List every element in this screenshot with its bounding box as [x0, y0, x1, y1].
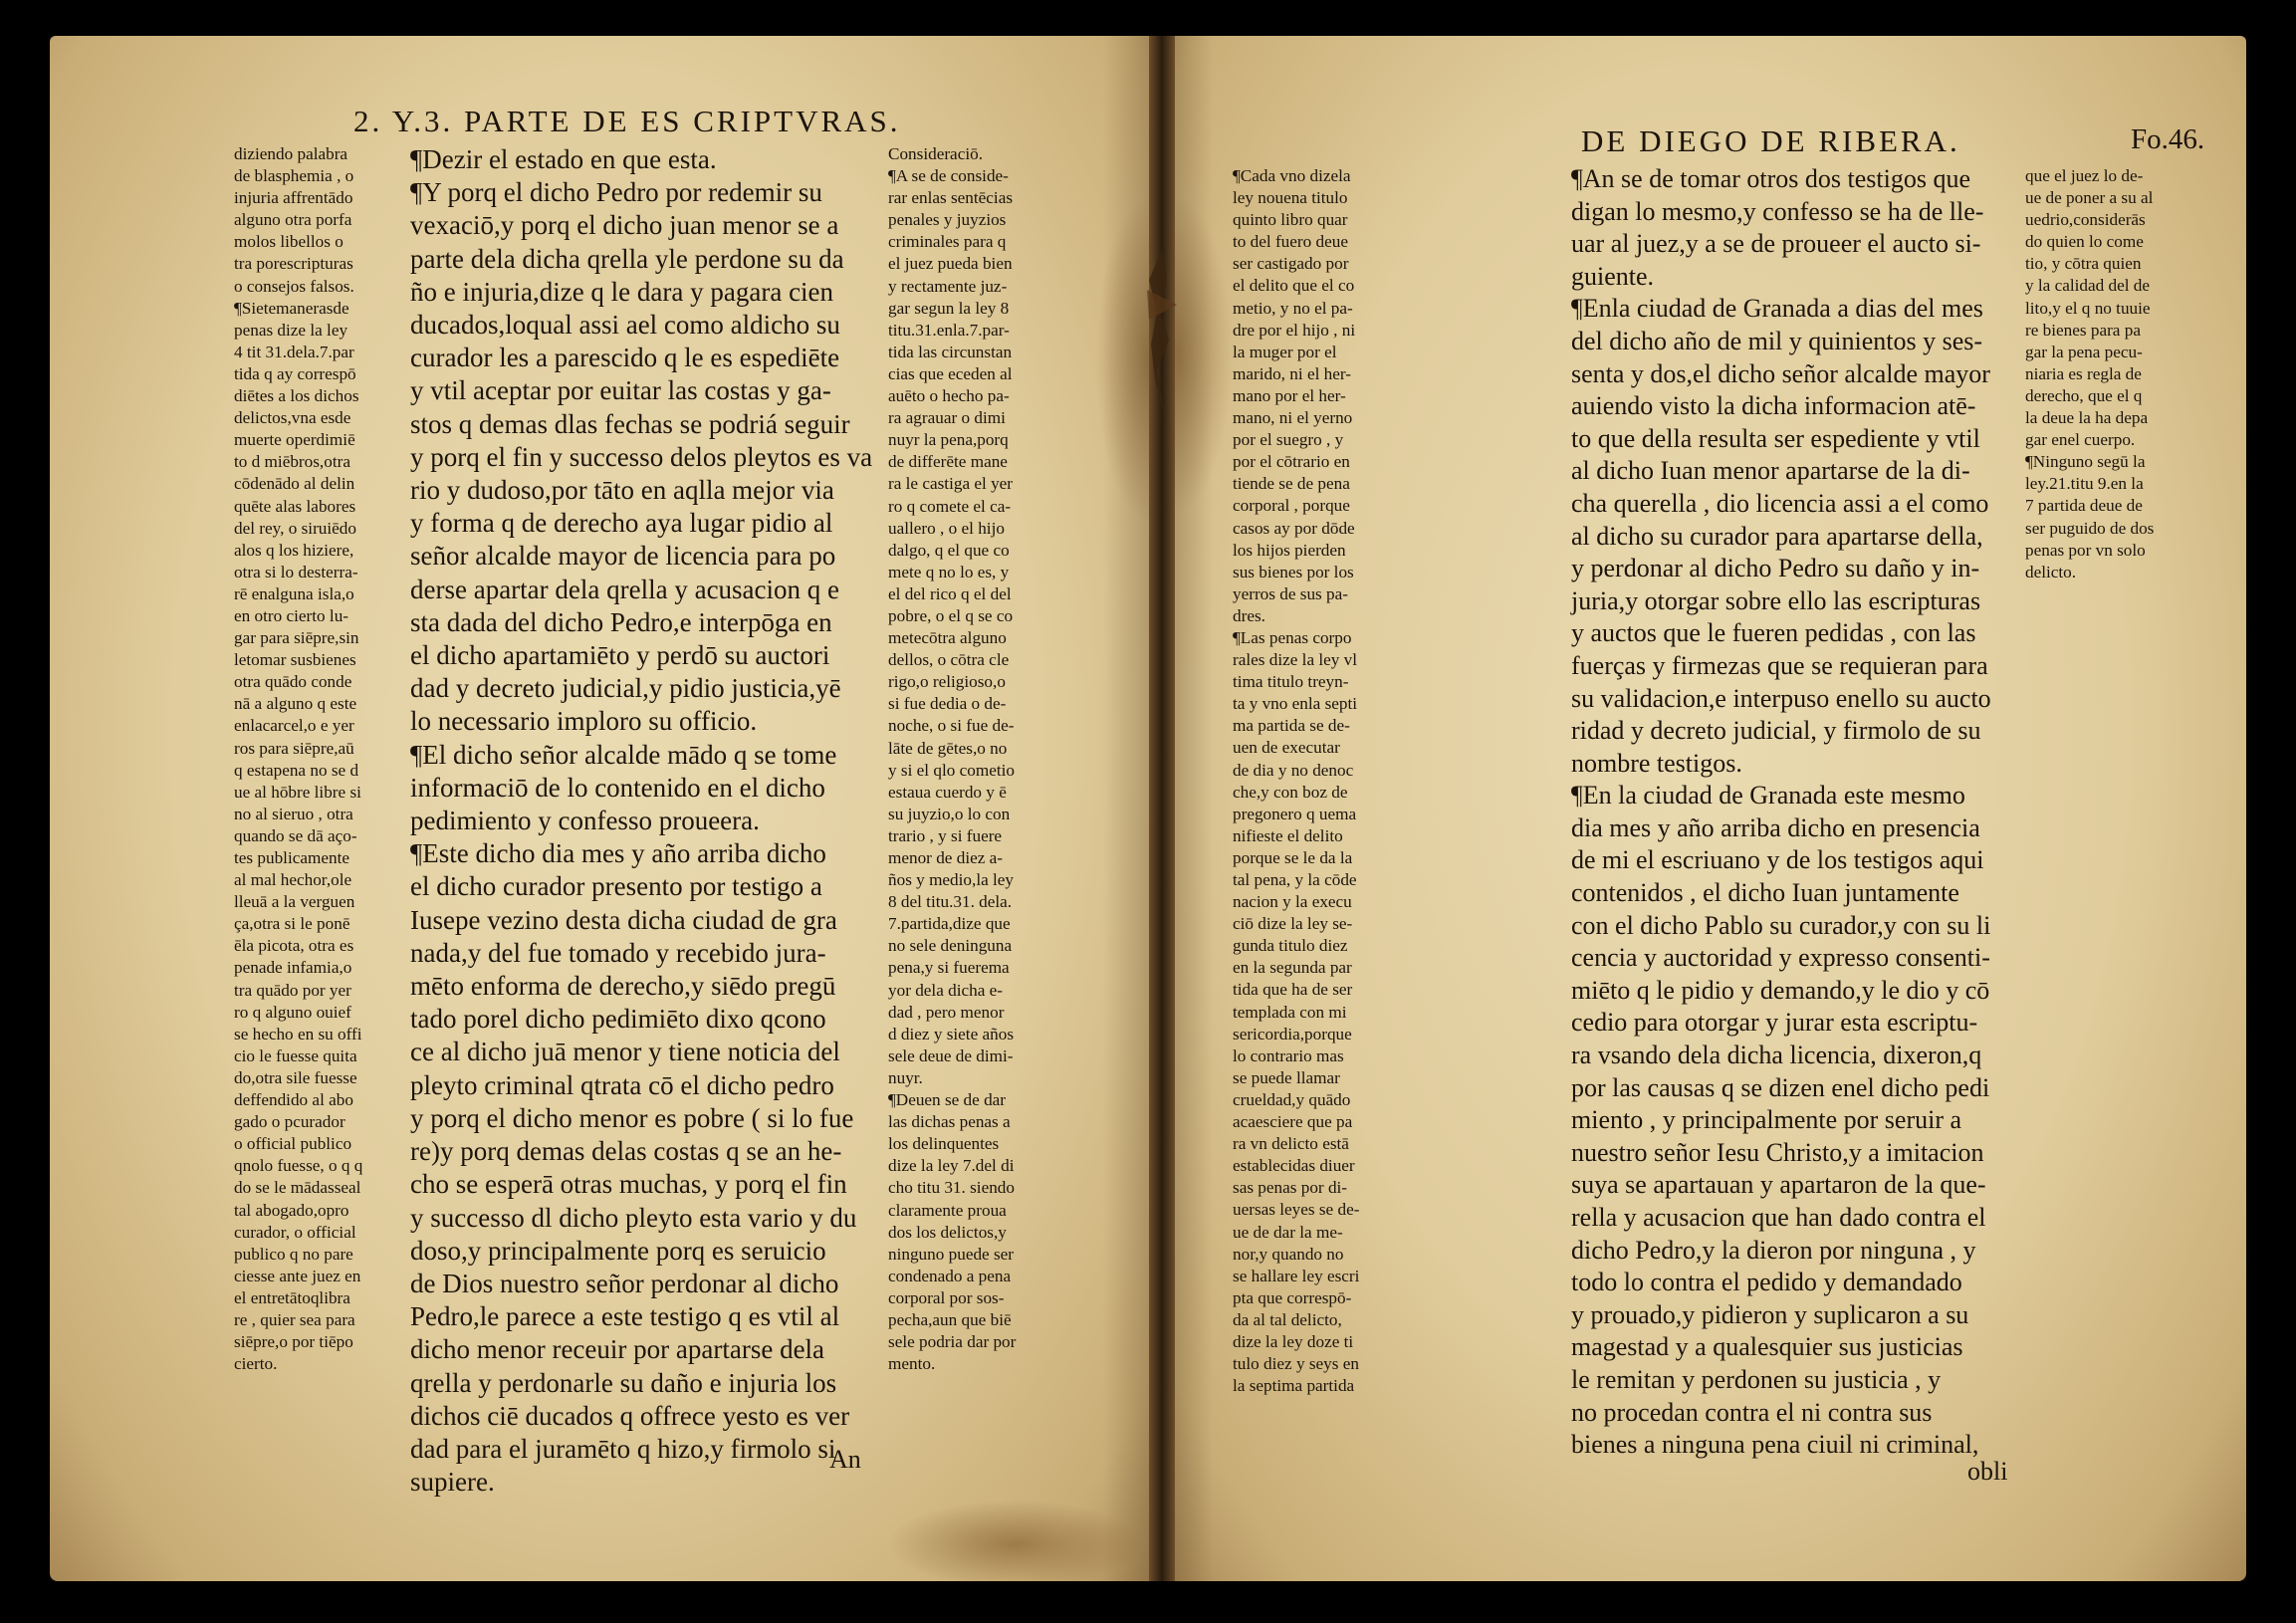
- left-page: [50, 36, 1163, 1581]
- margin-note-text: ¶Cada vno dizela ley nouena titulo quinto libro quar to del fuero deue ser castigado por el delito que el co metio, y no el pa- dre por el hijo , ni la muger por el marido, ni el her- mano por el her- mano, ni el yerno por el suegro , y por el cōtrario en tiende se de pena corporal , porque casos ay por dōde los hijos pierden sus bienes por los yerros de sus pa- dres. ¶Las penas corpo rales dize la ley vl tima titulo treyn- ta y vno enla septi ma partida se de- uen de executar de dia y no denoc che,y con boz de pregonero q uema nifieste el delito porque se le da la tal pena, y la cōde nacion y la execu ciō dize la ley se- gunda titulo diez en la segunda par tida que ha de ser templada con mi sericordia,porque lo contrario mas se puede llamar crueldad,y quādo acaesciere que pa ra vn delicto estā establecidas diuer sas penas por di- uersas leyes se de- ue de dar la me- nor,y quando no se hallare ley escri pta que correspō- da al tal delicto, dize la ley doze ti tulo diez y seys en la septima partida: [1233, 166, 1360, 1396]
- catchword-right: obli: [1967, 1457, 2008, 1486]
- running-head-right: DE DIEGO DE RIBERA.: [1581, 123, 1960, 158]
- inner-margin-note-left: [888, 143, 1107, 1375]
- folio-number: Fo.46.: [2131, 123, 2205, 155]
- margin-note-text: Consideraciō. ¶A se de conside- rar enlas sentēcias penales y juyzios criminales para q el juez pueda bien y rectamente juz- gar segun la ley 8 titu.31.enla.7.par- tida las circunstan cias que eceden al auēto o hecho pa- ra agrauar o dimi nuyr la pena,porq de differēte mane ra le castiga el yer ro q comete el ca- uallero , o el hijo dalgo, q el que co mete q no lo es, y el del rico q el del pobre, o el q se co metecōtra alguno dellos, o cōtra cle rigo,o religioso,o si fue dedia o de- noche, o si fue de- lāte de gētes,o no y si el qlo cometio estaua cuerdo y ē su juyzio,o lo con trario , y si fuere menor de diez a- ños y medio,la ley 8 del titu.31. dela. 7.partida,dize que no sele deninguna pena,y si fuerema yor dela dicha e- dad , pero menor d diez y siete años sele deue de dimi- nuyr. ¶Deuen se de dar las dichas penas a los delinquentes dize la ley 7.del di cho titu 31. siendo claramente proua dos los delictos,y ninguno puede ser condenado a pena corporal por sos- pecha,aun que biē sele podria dar por mento.: [888, 144, 1017, 1374]
- outer-margin-note-right: [2025, 165, 2224, 583]
- running-head-left: 2. Y.3. PARTE DE ES CRIPTVRAS.: [353, 104, 901, 138]
- margin-note-text: diziendo palabra de blasphemia , o injuria affrentādo alguno otra porfa molos libellos o tra porescripturas o consejos falsos. ¶Sietemanerasde penas dize la ley 4 tit 31.dela.7.par tida q ay correspō diētes a los dichos delictos,vna esde muerte operdimiē to d miēbros,otra cōdenādo al delin quēte alas labores del rey, o siruiēdo alos q los hiziere, otra si lo desterra- rē enalguna isla,o en otro cierto lu- gar para siēpre,sin letomar susbienes otra quādo conde nā a alguno q este enlacarcel,o e yer ros para siēpre,aū q estapena no se d ue al hōbre libre si no al sieruo , otra quando se dā aço- tes publicamente al mal hechor,ole lleuā a la verguen ça,otra si le ponē ēla picota, otra es penade infamia,o tra quādo por yer ro q alguno ouief se hecho en su offi cio le fuesse quita do,otra sile fuesse deffendido al abo gado o pcurador o official publico qnolo fuesse, o q q do se le mādasseal tal abogado,opro curador, o official publico q no pare ciesse ante juez en el entretātoqlibra re , quier sea para siēpre,o por tiēpo cierto.: [234, 144, 363, 1374]
- catchword-left: An: [829, 1445, 861, 1474]
- binding-damage-mark: [1137, 250, 1187, 419]
- main-text: ¶An se de tomar otros dos testigos que digan lo mesmo,y confesso se ha de lle- uar al juez,y a se de proueer el aucto si- guiente. ¶Enla ciudad de Granada a dias del mes del dicho año de mil y quinientos y ses- senta y dos,el dicho señor alcalde mayor auiendo visto la dicha informacion atē- to que della resulta ser espediente y vtil al dicho Iuan menor apartarse de la di- cha querella , dio licencia assi a el como al dicho su curador para apartarse della, y perdonar al dicho Pedro su daño y in- juria,y otorgar sobre ello las escripturas y auctos que le fueren pedidas , con las fuerças y firmezas que se requieran para su validacion,e interpuso enello su aucto ridad y decreto judicial, y firmolo de su nombre testigos. ¶En la ciudad de Granada este mesmo dia mes y año arriba dicho en presencia de mi el escriuano y de los testigos aqui contenidos , el dicho Iuan juntamente con el dicho Pablo su curador,y con su li cencia y auctoridad y expresso consenti- miēto q le pidio y demando,y le dio y cō cedio para otorgar y jurar esta escriptu- ra vsando dela dicha licencia, dixeron,q por las causas q se dizen enel dicho pedi miento , y principalmente por seruir a nuestro señor Iesu Christo,y a imitacion suya se apartauan y apartaron de la que- rella y acusacion que han dado contra el dicho Pedro,y la dieron por ninguna , y todo lo contra el pedido y demandado y prouado,y pidieron y suplicaron a su magestad y a qualesquier sus justicias le remitan y perdonen su justicia , y no procedan contra el ni contra sus bienes a ninguna pena ciuil ni criminal,: [1571, 164, 1991, 1460]
- main-text-column-right: [1571, 163, 2089, 1462]
- main-text: ¶Dezir el estado en que esta. ¶Y porq el dicho Pedro por redemir su vexaciō,y porq el dicho juan menor se a parte dela dicha qrella yle perdone su da ño e injuria,dize q le dara y pagara cien ducados,loqual assi ael como aldicho su curador les a parescido q le es espediēte y vtil aceptar por euitar las costas y ga- stos q demas dlas fechas se podriá seguir y porq el fin y successo delos pleytos es va rio y dudoso,por tāto en aqlla mejor via y forma q de derecho aya lugar pidio al señor alcalde mayor de licencia para po derse apartar dela qrella y acusacion q e sta dada del dicho Pedro,e interpōga en el dicho apartamiēto y perdō su auctori dad y decreto judicial,y pidio justicia,yē lo necessario imploro su officio. ¶El dicho señor alcalde mādo q se tome informaciō de lo contenido en el dicho pedimiento y confesso proueera. ¶Este dicho dia mes y año arriba dicho el dicho curador presento por testigo a Iusepe vezino desta dicha ciudad de gra nada,y del fue tomado y recebido jura- mēto enforma de derecho,y siēdo pregū tado porel dicho pedimiēto dixo qcono ce al dicho juā menor y tiene noticia del pleyto criminal qtrata cō el dicho pedro y porq el dicho menor es pobre ( si lo fue re)y porq demas delas costas q se an he- cho se esperā otras muchas, y porq el fin y successo dl dicho pleyto esta vario y du doso,y principalmente porq es seruicio de Dios nuestro señor perdonar al dicho Pedro,le parece a este testigo q es vtil al dicho menor receuir por apartarse dela qrella y perdonarle su daño e injuria los dichos ciē ducados q offrece yesto es ver dad para el juramēto q hizo,y firmolo si supiere.: [410, 144, 873, 1498]
- main-text-column-left: [410, 143, 928, 1499]
- margin-note-text: que el juez lo de- ue de poner a su al uedrio,considerās do quien lo come tio, y cōtra quien y la calidad del de lito,y el q no tuuie re bienes para pa gar la pena pecu- niaria es regla de derecho, que el q la deue la ha depa gar enel cuerpo. ¶Ninguno segū la ley.21.titu 9.en la 7 partida deue de ser puguido de dos penas por vn solo delicto.: [2025, 166, 2155, 581]
- open-book: [50, 36, 2246, 1581]
- right-page: [1163, 36, 2246, 1581]
- inner-margin-note-right: [1233, 165, 1452, 1397]
- water-stain: [886, 1500, 1145, 1581]
